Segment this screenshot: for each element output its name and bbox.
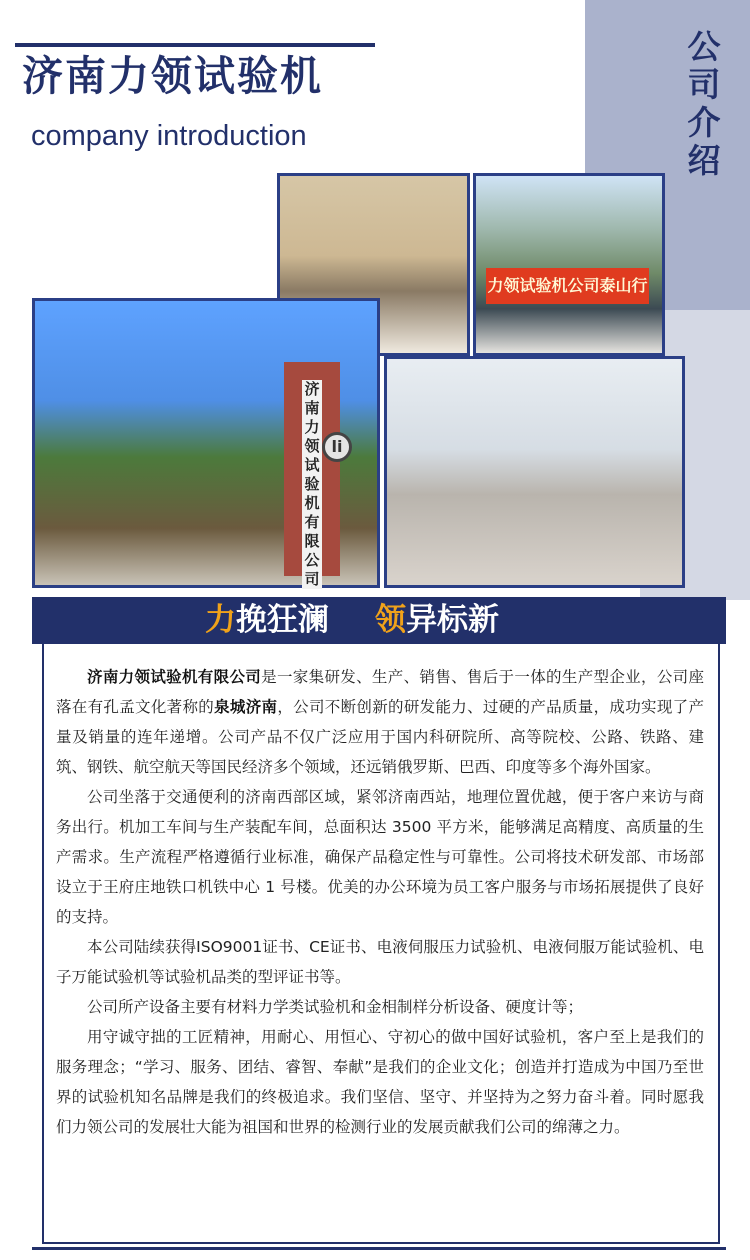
side-label-char: 介 [687, 103, 721, 142]
slogan-text: 异标新 [406, 602, 499, 638]
bottom-rule [32, 1247, 726, 1250]
introduction-text-box [42, 644, 720, 1244]
side-label-char: 绍 [687, 141, 721, 180]
paragraph: 用守诚守拙的工匠精神，用耐心、用恒心、守初心的做中国好试验机，客户至上是我们的服务理念；“学习、服务、团结、睿智、奉献”是我们的企业文化；创造并打造成为中国乃至世界的试验机知名品牌是我们的终极追求。我们坚信、坚守、并坚持为之努力奋斗着。同时愿我们力领公司的发展壮大能为祖国和世界的检测行业的发展贡献我们公司的绵薄之力。 [56, 1028, 704, 1136]
page-title: 济南力领试验机 [22, 52, 323, 100]
paragraph: 公司坐落于交通便利的济南西部区域，紧邻济南西站，地理位置优越，便于客户来访与商务出行。机加工车间与生产装配车间，总面积达 3500 平方米，能够满足高精度、高质量的生产需求。生产流程严格遵循行业标准，确保产品稳定性与可靠性。公司将技术研发部、市场部设立于王府庄地铁口机铁中心 1 号楼。优美的办公环境为员工客户服务与市场拓展提供了良好的支持。 [56, 788, 704, 926]
slogan-bar [32, 597, 726, 644]
paragraph [56, 662, 704, 782]
company-sign [284, 362, 340, 588]
company-sign-text: 济南力领试验机有限公司 [302, 380, 322, 589]
location-highlight: 泉城济南 [214, 698, 278, 716]
group-banner: 力领试验机公司泰山行 [486, 268, 649, 304]
company-name: 济南力领试验机有限公司 [87, 668, 262, 686]
slogan-accent: 领 [375, 602, 406, 638]
page-subtitle: company introduction [31, 120, 307, 152]
slogan-accent: 力 [205, 602, 236, 638]
side-label-char: 司 [687, 65, 721, 104]
office-interior-photo [384, 356, 685, 588]
side-label-char: 公 [687, 27, 721, 66]
side-label [683, 28, 725, 180]
mount-tai-group-photo [473, 173, 665, 356]
company-logo-icon: li [322, 432, 352, 462]
paragraph: 公司所产设备主要有材料力学类试验机和金相制样分析设备、硬度计等； [87, 998, 584, 1016]
paragraph-text: ，公司不断创新的研发能力、过硬的产品质量，成功实现了产量及销量的连年递增。公司产品不仅广泛应用于国内科研院所、高等院校、公路、铁路、建筑、钢铁、航空航天等国民经济多个领域，还远销俄罗斯、巴西、印度等多个海外国家。 [56, 698, 704, 776]
slogan-text: 挽狂澜 [236, 602, 329, 638]
paragraph-text: 是一家集研发、生产、销售、售后于一体的生产型企业，公司座落在有孔孟文化著称的 [56, 668, 704, 716]
paragraph: 本公司陆续获得ISO9001证书、CE证书、电液伺服压力试验机、电液伺服万能试验机、电子万能试验机等试验机品类的型评证书等。 [56, 938, 704, 986]
